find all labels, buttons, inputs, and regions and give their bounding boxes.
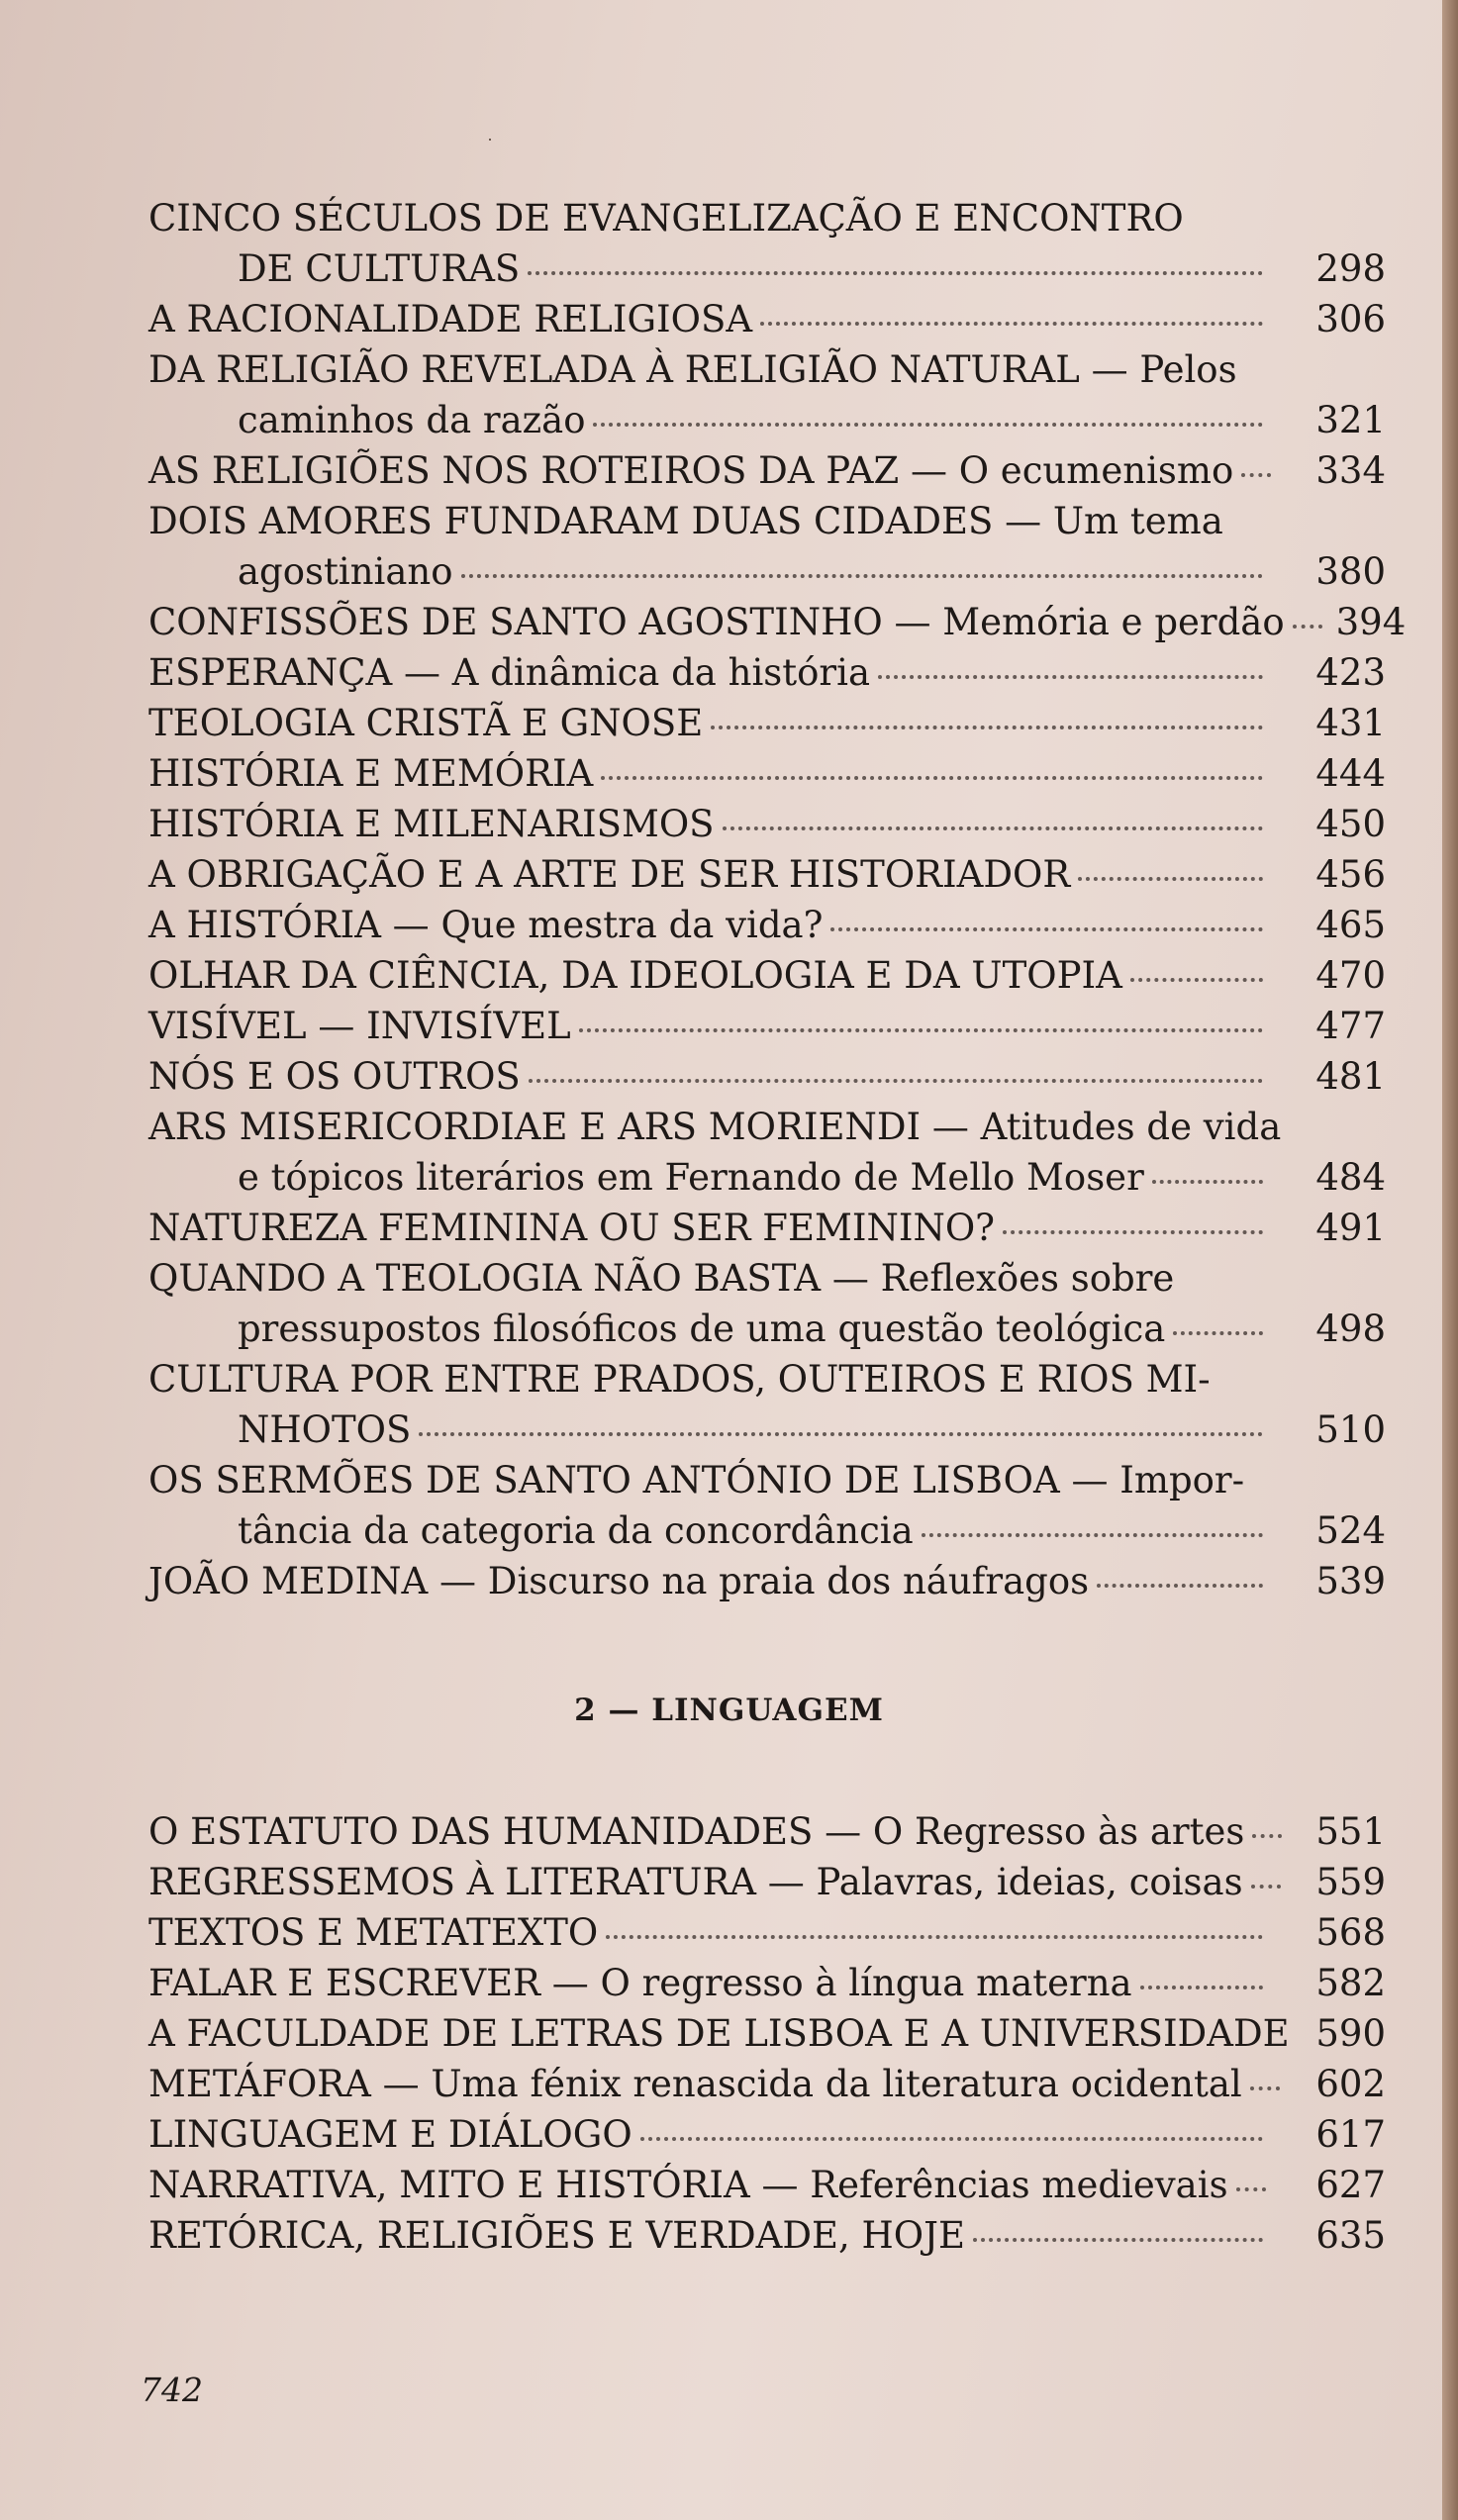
- dot-leader: [1078, 876, 1263, 881]
- dot-leader: [1097, 1583, 1263, 1588]
- toc-entry-title: AS RELIGIÕES NOS ROTEIROS DA PAZ — O ecumenismo: [148, 449, 1234, 492]
- toc-page-number: 510: [1315, 1408, 1386, 1451]
- toc-entry-title: ESPERANÇA — A dinâmica da história: [148, 651, 870, 694]
- toc-page-number: 498: [1315, 1308, 1386, 1350]
- dot-leader: [760, 321, 1263, 326]
- dot-leader: [1293, 624, 1322, 629]
- toc-entry-title: NHOTOS: [238, 1408, 412, 1451]
- toc-entry-title: FALAR E ESCREVER — O regresso à língua materna: [148, 1962, 1132, 2004]
- toc-page-number: 470: [1315, 954, 1386, 997]
- toc-entry: [148, 2160, 1386, 2210]
- toc-entry-title: OS SERMÕES DE SANTO ANTÓNIO DE LISBOA — Impor-: [148, 1459, 1245, 1502]
- toc-entry: [148, 1455, 1386, 1556]
- toc-entry-title: OLHAR DA CIÊNCIA, DA IDEOLOGIA E DA UTOPIA: [148, 954, 1122, 997]
- toc-entry: [148, 2059, 1386, 2109]
- toc-entry-title: VISÍVEL — INVISÍVEL: [148, 1005, 571, 1047]
- dot-leader: [1252, 1833, 1282, 1838]
- toc-entry: [148, 1001, 1386, 1051]
- page-edge: [1442, 0, 1458, 2520]
- dot-leader: [711, 725, 1263, 729]
- toc-entry: [148, 799, 1386, 849]
- toc-entry-title: HISTÓRIA E MILENARISMOS: [148, 803, 715, 845]
- table-of-contents-part-1: [148, 193, 1407, 1606]
- toc-entry: [148, 900, 1386, 950]
- toc-page-number: 465: [1315, 904, 1386, 946]
- dot-leader: [419, 1431, 1263, 1436]
- toc-page-number: 298: [1315, 247, 1386, 290]
- toc-entry-title: METÁFORA — Uma fénix renascida da literatura ocidental: [148, 2063, 1242, 2105]
- toc-entry: [148, 193, 1386, 294]
- toc-entry: [148, 445, 1386, 496]
- toc-entry: [148, 1203, 1386, 1253]
- speck: [489, 139, 491, 141]
- toc-entry-title: CULTURA POR ENTRE PRADOS, OUTEIROS E RIOS MI-: [148, 1358, 1211, 1401]
- dot-leader: [640, 2136, 1263, 2141]
- dot-leader: [1236, 2186, 1266, 2191]
- toc-entry-title: RETÓRICA, RELIGIÕES E VERDADE, HOJE: [148, 2214, 965, 2257]
- dot-leader: [1250, 2085, 1280, 2090]
- toc-page-number: 477: [1315, 1005, 1386, 1047]
- toc-entry: [148, 344, 1386, 445]
- toc-entry: [148, 294, 1386, 344]
- toc-entry-title: NATUREZA FEMININA OU SER FEMININO?: [148, 1207, 995, 1249]
- toc-entry-title: ARS MISERICORDIAE E ARS MORIENDI — Atitudes de vida: [148, 1106, 1282, 1148]
- toc-page-number: 423: [1315, 651, 1386, 694]
- dot-leader: [830, 926, 1263, 931]
- toc-page-number: 431: [1315, 702, 1386, 744]
- dot-leader: [1152, 1179, 1263, 1184]
- toc-entry-title: CONFISSÕES DE SANTO AGOSTINHO — Memória e perdão: [148, 601, 1285, 643]
- toc-entry-title: e tópicos literários em Fernando de Mello Moser: [238, 1156, 1144, 1199]
- dot-leader: [922, 1532, 1263, 1537]
- toc-entry: [148, 496, 1386, 597]
- table-of-contents-part-2: [148, 1806, 1386, 2261]
- toc-entry: [148, 2210, 1386, 2261]
- toc-entry-title: LINGUAGEM E DIÁLOGO: [148, 2113, 632, 2156]
- page-number: 742: [141, 2371, 203, 2409]
- dot-leader: [1173, 1330, 1263, 1335]
- toc-page-number: 635: [1315, 2214, 1386, 2257]
- toc-entry-title: TEOLOGIA CRISTÃ E GNOSE: [148, 702, 704, 744]
- toc-entry-title: JOÃO MEDINA — Discurso na praia dos náufragos: [148, 1560, 1090, 1602]
- toc-page-number: 617: [1315, 2113, 1386, 2156]
- toc-entry: [148, 950, 1386, 1001]
- dot-leader: [593, 422, 1263, 427]
- toc-page-number: 334: [1315, 449, 1386, 492]
- toc-page-number: 602: [1315, 2063, 1386, 2105]
- dot-leader: [1241, 472, 1271, 477]
- toc-entry: [148, 1806, 1386, 1857]
- toc-entry-title: A FACULDADE DE LETRAS DE LISBOA E A UNIVERSIDADE: [148, 2012, 1290, 2055]
- section-title: 2 — LINGUAGEM: [574, 1693, 884, 1728]
- toc-page-number: 559: [1315, 1861, 1386, 1903]
- toc-entry-title: DA RELIGIÃO REVELADA À RELIGIÃO NATURAL — Pelos: [148, 348, 1237, 391]
- toc-entry-title: NARRATIVA, MITO E HISTÓRIA — Referências medievais: [148, 2164, 1228, 2206]
- toc-page-number: 481: [1315, 1055, 1386, 1098]
- dot-leader: [723, 825, 1263, 830]
- toc-entry-title: pressupostos filosóficos de uma questão teológica: [238, 1308, 1166, 1350]
- toc-page-number: 456: [1315, 853, 1386, 896]
- toc-page-number: 484: [1315, 1156, 1386, 1199]
- toc-page-number: 582: [1315, 1962, 1386, 2004]
- toc-page-number: 491: [1315, 1207, 1386, 1249]
- toc-entry-title: agostiniano: [238, 550, 453, 593]
- toc-entry-title: REGRESSEMOS À LITERATURA — Palavras, ideias, coisas: [148, 1861, 1243, 1903]
- dot-leader: [1140, 1985, 1263, 1989]
- toc-page-number: 524: [1315, 1509, 1386, 1552]
- toc-entry: [148, 1958, 1386, 2008]
- toc-entry-title: caminhos da razão: [238, 399, 586, 441]
- dot-leader: [601, 775, 1263, 780]
- toc-entry: [148, 849, 1386, 900]
- toc-page-number: 394: [1335, 601, 1407, 643]
- toc-entry: [148, 1354, 1386, 1455]
- toc-entry-title: NÓS E OS OUTROS: [148, 1055, 521, 1098]
- dot-leader: [1130, 977, 1263, 982]
- toc-entry-title: A RACIONALIDADE RELIGIOSA: [148, 298, 753, 340]
- toc-entry: [148, 1857, 1386, 1907]
- toc-entry: [148, 597, 1407, 647]
- toc-entry-title: DOIS AMORES FUNDARAM DUAS CIDADES — Um tema: [148, 500, 1223, 542]
- toc-entry-title: HISTÓRIA E MEMÓRIA: [148, 752, 594, 795]
- toc-entry-title: DE CULTURAS: [238, 247, 521, 290]
- toc-page-number: 380: [1315, 550, 1386, 593]
- toc-entry: [148, 1253, 1386, 1354]
- dot-leader: [1251, 1884, 1281, 1889]
- toc-entry: [148, 2008, 1386, 2059]
- toc-page-number: 321: [1315, 399, 1386, 441]
- toc-entry-title: A HISTÓRIA — Que mestra da vida?: [148, 904, 824, 946]
- toc-entry: [148, 2109, 1386, 2160]
- toc-entry-title: CINCO SÉCULOS DE EVANGELIZAÇÃO E ENCONTRO: [148, 197, 1184, 240]
- toc-entry: [148, 698, 1386, 748]
- toc-page-number: 306: [1315, 298, 1386, 340]
- toc-page-number: 450: [1315, 803, 1386, 845]
- dot-leader: [878, 674, 1263, 679]
- dot-leader: [579, 1027, 1263, 1032]
- toc-entry: [148, 1556, 1386, 1606]
- toc-page-number: 539: [1315, 1560, 1386, 1602]
- dot-leader: [973, 2237, 1263, 2242]
- toc-entry: [148, 647, 1386, 698]
- toc-entry-title: A OBRIGAÇÃO E A ARTE DE SER HISTORIADOR: [148, 853, 1071, 896]
- dot-leader: [529, 1078, 1263, 1083]
- toc-entry-title: TEXTOS E METATEXTO: [148, 1911, 599, 1954]
- toc-page-number: 568: [1315, 1911, 1386, 1954]
- dot-leader: [528, 270, 1263, 275]
- dot-leader: [1003, 1229, 1263, 1234]
- toc-entry: [148, 748, 1386, 799]
- toc-page-number: 627: [1315, 2164, 1386, 2206]
- toc-page-number: 590: [1315, 2012, 1386, 2055]
- toc-page-number: 551: [1315, 1810, 1386, 1853]
- toc-entry-title: tância da categoria da concordância: [238, 1509, 914, 1552]
- dot-leader: [461, 573, 1263, 578]
- toc-entry: [148, 1051, 1386, 1102]
- toc-entry-title: QUANDO A TEOLOGIA NÃO BASTA — Reflexões sobre: [148, 1257, 1175, 1300]
- toc-entry: [148, 1102, 1386, 1203]
- toc-entry: [148, 1907, 1386, 1958]
- toc-page-number: 444: [1315, 752, 1386, 795]
- dot-leader: [606, 1934, 1263, 1939]
- toc-entry-title: O ESTATUTO DAS HUMANIDADES — O Regresso às artes: [148, 1810, 1245, 1853]
